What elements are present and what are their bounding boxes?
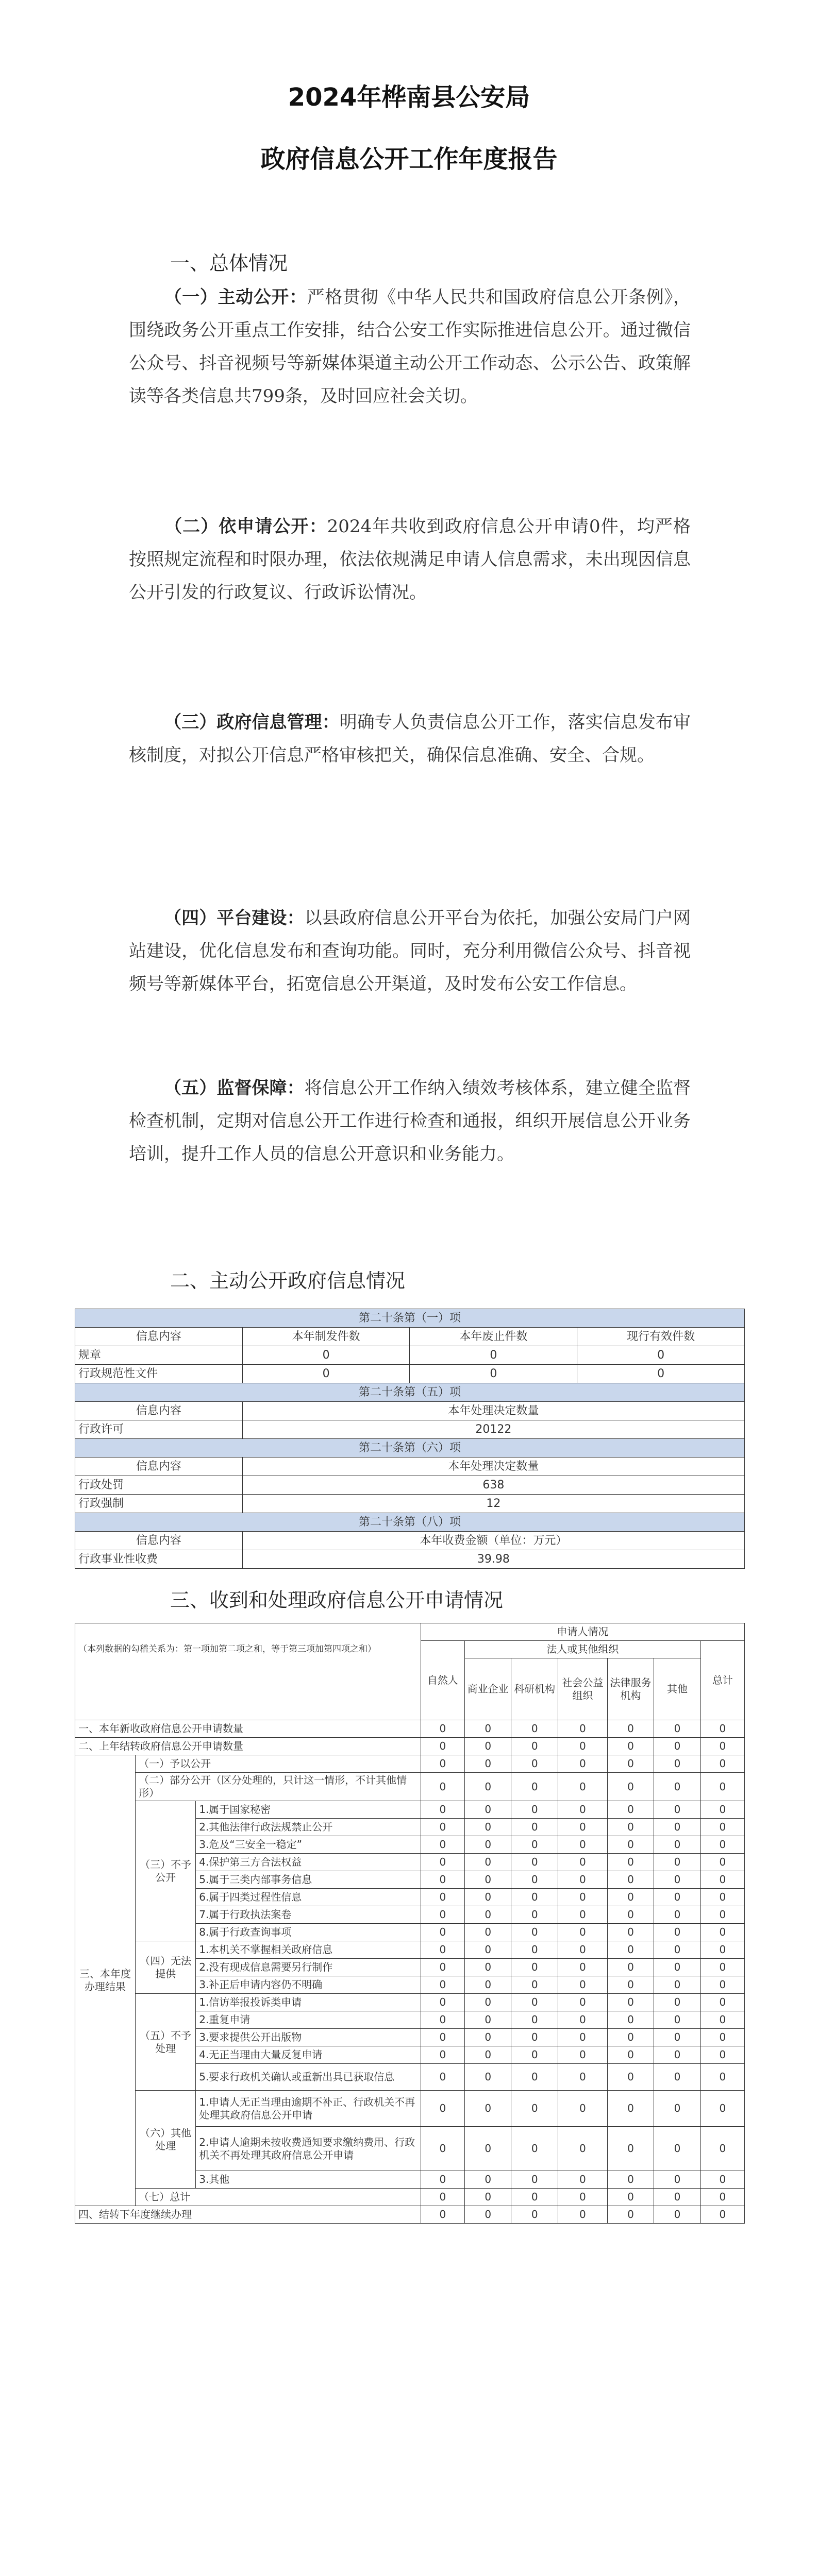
t2-cell: 0 [464, 1773, 511, 1801]
t2-cell: 0 [654, 1924, 701, 1941]
t2-cell: 0 [421, 2189, 464, 2206]
t2-cell: 0 [558, 2189, 607, 2206]
t2-cell: 0 [700, 1801, 744, 1819]
t2-cell: 0 [700, 1720, 744, 1738]
t2-cell: 0 [700, 2091, 744, 2127]
t2-cell: 0 [558, 1924, 607, 1941]
section-heading-requests: 三、收到和处理政府信息公开申请情况 [170, 1589, 504, 1612]
t2-row-label: 2.重复申请 [196, 2011, 421, 2029]
t2-cell: 0 [511, 1959, 558, 1976]
t2-cell: 0 [421, 2029, 464, 2046]
overview-label-5: （五）监督保障： [164, 1078, 305, 1098]
t2-cell: 0 [558, 1836, 607, 1854]
t2-cell: 0 [700, 1959, 744, 1976]
t1-cell: 0 [577, 1346, 745, 1365]
proactive-disclosure-table [75, 1309, 745, 1569]
t2-cell: 0 [700, 2171, 744, 2189]
overview-text-2: 2024年共收到政府信息公开申请0件，均严格按照规定流程和时限办理，依法依规满足申请人信息需求，未出现因信息公开引发的行政复议、行政诉讼情况。 [129, 516, 691, 603]
t2-cell: 0 [421, 1906, 464, 1924]
t2-row-label: （七）总计 [136, 2189, 421, 2206]
t2-cell: 0 [464, 1854, 511, 1871]
t2-cell: 0 [558, 2064, 607, 2091]
t2-cell: 0 [558, 1976, 607, 1994]
t2-cell: 0 [700, 2127, 744, 2171]
t2-row-label: 1.申请人无正当理由逾期不补正、行政机关不再处理其政府信息公开申请 [196, 2091, 421, 2127]
t2-cell: 0 [464, 2171, 511, 2189]
t2-cell: 0 [700, 1906, 744, 1924]
t2-cell: 0 [421, 1994, 464, 2011]
t1-cell: 0 [577, 1365, 745, 1383]
t2-cell: 0 [464, 1836, 511, 1854]
t2-group-header: 申请人情况 [421, 1623, 744, 1641]
t1-cell: 12 [242, 1495, 744, 1513]
t2-cell: 0 [464, 1924, 511, 1941]
t2-cell: 0 [700, 2206, 744, 2224]
t2-cell: 0 [654, 1773, 701, 1801]
section-heading-proactive: 二、主动公开政府信息情况 [170, 1269, 406, 1292]
t2-col-header: 自然人 [421, 1641, 464, 1720]
t2-cell: 0 [558, 1994, 607, 2011]
t1-header-cell: 信息内容 [75, 1458, 243, 1476]
t2-cell: 0 [464, 2011, 511, 2029]
t2-cell: 0 [558, 1801, 607, 1819]
t1-header-cell: 信息内容 [75, 1328, 243, 1346]
t2-cell: 0 [464, 1941, 511, 1959]
t2-cell: 0 [464, 1871, 511, 1889]
t2-cell: 0 [607, 2206, 654, 2224]
t2-cell: 0 [558, 2046, 607, 2064]
t2-cell: 0 [607, 1836, 654, 1854]
t2-cell: 0 [558, 1720, 607, 1738]
t2-col-header: 科研机构 [511, 1658, 558, 1720]
table-row [75, 1738, 745, 1755]
t2-cell: 0 [558, 1871, 607, 1889]
t2-cell: 0 [654, 1738, 701, 1755]
t2-cell: 0 [558, 1819, 607, 1836]
t2-subgroup-label: （五）不予处理 [136, 1994, 196, 2091]
t2-cell: 0 [700, 1924, 744, 1941]
t2-cell: 0 [464, 1819, 511, 1836]
t2-cell: 0 [511, 1819, 558, 1836]
t2-col-header: 其他 [654, 1658, 701, 1720]
t2-cell: 0 [558, 1959, 607, 1976]
band-art20-8: 第二十条第（八）项 [75, 1513, 745, 1532]
t2-cell: 0 [700, 1738, 744, 1755]
band-art20-5: 第二十条第（五）项 [75, 1383, 745, 1402]
t2-row-label: 1.信访举报投诉类申请 [196, 1994, 421, 2011]
t1-header-cell: 本年制发件数 [242, 1328, 410, 1346]
t1-row-label: 行政事业性收费 [75, 1550, 243, 1569]
t2-cell: 0 [464, 2091, 511, 2127]
t2-col-header: 商业企业 [464, 1658, 511, 1720]
t2-cell: 0 [654, 1994, 701, 2011]
table-row [75, 1755, 745, 1773]
t2-cell: 0 [421, 2011, 464, 2029]
t2-cell: 0 [607, 1941, 654, 1959]
t2-cell: 0 [654, 2046, 701, 2064]
t1-cell: 20122 [242, 1420, 744, 1439]
t2-row-label: （一）予以公开 [136, 1755, 421, 1773]
t2-cell: 0 [421, 1738, 464, 1755]
t2-cell: 0 [607, 1773, 654, 1801]
t2-col-header: 法律服务机构 [607, 1658, 654, 1720]
t1-cell: 0 [410, 1346, 577, 1365]
t2-cell: 0 [464, 1906, 511, 1924]
t2-cell: 0 [700, 2046, 744, 2064]
t2-cell: 0 [464, 2189, 511, 2206]
t2-cell: 0 [421, 2064, 464, 2091]
table-row [75, 1801, 745, 1819]
t2-cell: 0 [464, 1959, 511, 1976]
t1-cell: 0 [242, 1365, 410, 1383]
t2-cell: 0 [700, 1854, 744, 1871]
band-art20-6: 第二十条第（六）项 [75, 1439, 745, 1458]
t2-cell: 0 [421, 1773, 464, 1801]
overview-label-4: （四）平台建设： [164, 908, 305, 928]
t2-cell: 0 [607, 1994, 654, 2011]
t1-cell: 0 [242, 1346, 410, 1365]
t2-cell: 0 [558, 1941, 607, 1959]
t2-cell: 0 [607, 2064, 654, 2091]
overview-paragraph-4 [129, 902, 691, 1001]
t2-cell: 0 [421, 2046, 464, 2064]
t2-cell: 0 [700, 1836, 744, 1854]
t2-cell: 0 [511, 1976, 558, 1994]
t2-cell: 0 [654, 1871, 701, 1889]
t2-cell: 0 [654, 2011, 701, 2029]
t2-cell: 0 [654, 2127, 701, 2171]
t2-cell: 0 [421, 1801, 464, 1819]
t2-cell: 0 [421, 1871, 464, 1889]
t2-cell: 0 [464, 1994, 511, 2011]
t2-cell: 0 [607, 1976, 654, 1994]
t2-cell: 0 [421, 1854, 464, 1871]
t1-row-label: 规章 [75, 1346, 243, 1365]
overview-label-2: （二）依申请公开： [164, 516, 327, 537]
t2-row-label: 3.要求提供公开出版物 [196, 2029, 421, 2046]
t2-cell: 0 [464, 2206, 511, 2224]
t2-cell: 0 [654, 2171, 701, 2189]
overview-paragraph-3 [129, 706, 691, 772]
t2-cell: 0 [464, 1976, 511, 1994]
t2-row-label: （二）部分公开（区分处理的，只计这一情形，不计其他情形） [136, 1773, 421, 1801]
t1-cell: 0 [410, 1365, 577, 1383]
t2-subgroup-label: （三）不予公开 [136, 1801, 196, 1941]
t1-cell: 39.98 [242, 1550, 744, 1569]
t2-cell: 0 [464, 1738, 511, 1755]
t2-cell: 0 [464, 1889, 511, 1906]
t2-cell: 0 [421, 1959, 464, 1976]
t2-body [75, 1720, 745, 2224]
t2-cell: 0 [607, 1720, 654, 1738]
t2-row-label: 4.无正当理由大量反复申请 [196, 2046, 421, 2064]
t2-row-label: 6.属于四类过程性信息 [196, 1889, 421, 1906]
report-title-line2: 政府信息公开工作年度报告 [260, 145, 558, 174]
t2-cell: 0 [464, 2029, 511, 2046]
t2-cell: 0 [654, 1720, 701, 1738]
t2-cell: 0 [700, 1994, 744, 2011]
t2-cell: 0 [558, 2206, 607, 2224]
overview-paragraph-1 [129, 281, 691, 413]
t2-cell: 0 [654, 2064, 701, 2091]
t2-cell: 0 [607, 1819, 654, 1836]
t2-row-label: 2.没有现成信息需要另行制作 [196, 1959, 421, 1976]
t1-header-cell: 现行有效件数 [577, 1328, 745, 1346]
t2-cell: 0 [511, 2189, 558, 2206]
t2-cell: 0 [607, 1889, 654, 1906]
t2-cell: 0 [607, 2046, 654, 2064]
t2-cell: 0 [421, 1924, 464, 1941]
t2-cell: 0 [558, 2011, 607, 2029]
t2-row-label: 四、结转下年度继续办理 [75, 2206, 421, 2224]
t2-cell: 0 [421, 1836, 464, 1854]
t1-row-label: 行政处罚 [75, 1476, 243, 1495]
t2-cell: 0 [700, 2029, 744, 2046]
section-heading-overview: 一、总体情况 [170, 252, 288, 275]
t2-cell: 0 [511, 1836, 558, 1854]
t2-cell: 0 [654, 1976, 701, 1994]
t1-row-label: 行政许可 [75, 1420, 243, 1439]
t2-cell: 0 [464, 1720, 511, 1738]
overview-text-1: 严格贯彻《中华人民共和国政府信息公开条例》，围绕政务公开重点工作安排，结合公安工作实际推进信息公开。通过微信公众号、抖音视频号等新媒体渠道主动公开工作动态、公示公告、政策解读等各类信息共799条，及时回应社会关切。 [129, 287, 691, 406]
t2-group-label: 三、本年度办理结果 [75, 1755, 136, 2206]
t2-cell: 0 [464, 2127, 511, 2171]
t2-cell: 0 [700, 2064, 744, 2091]
t2-cell: 0 [607, 1854, 654, 1871]
t2-cell: 0 [421, 2171, 464, 2189]
overview-text-3: 明确专人负责信息公开工作，落实信息发布审核制度，对拟公开信息严格审核把关，确保信息准确、安全、合规。 [129, 712, 691, 766]
t1-header-cell: 信息内容 [75, 1532, 243, 1550]
t2-cell: 0 [700, 1773, 744, 1801]
t2-cell: 0 [511, 2091, 558, 2127]
t2-cell: 0 [421, 1720, 464, 1738]
table-row [75, 2091, 745, 2127]
t2-row-label: 1.属于国家秘密 [196, 1801, 421, 1819]
t2-cell: 0 [511, 1889, 558, 1906]
t2-cell: 0 [558, 2091, 607, 2127]
t2-cell: 0 [700, 1819, 744, 1836]
t2-corner-note: （本列数据的勾稽关系为：第一项加第二项之和，等于第三项加第四项之和） [75, 1623, 421, 1720]
t2-cell: 0 [511, 1801, 558, 1819]
t2-cell: 0 [511, 1854, 558, 1871]
t2-cell: 0 [421, 1755, 464, 1773]
t2-cell: 0 [511, 2206, 558, 2224]
t2-cell: 0 [654, 1889, 701, 1906]
t2-cell: 0 [700, 1889, 744, 1906]
t2-cell: 0 [700, 1755, 744, 1773]
t2-cell: 0 [464, 2064, 511, 2091]
band-art20-1: 第二十条第（一）项 [75, 1309, 745, 1328]
t2-cell: 0 [700, 1871, 744, 1889]
t2-cell: 0 [607, 2189, 654, 2206]
t2-cell: 0 [511, 1755, 558, 1773]
t2-cell: 0 [511, 1738, 558, 1755]
t2-cell: 0 [607, 1906, 654, 1924]
t2-cell: 0 [421, 2091, 464, 2127]
t2-cell: 0 [558, 2171, 607, 2189]
t2-row-label: 二、上年结转政府信息公开申请数量 [75, 1738, 421, 1755]
overview-paragraph-5 [129, 1072, 691, 1171]
t2-cell: 0 [700, 1976, 744, 1994]
t2-cell: 0 [654, 1959, 701, 1976]
t2-cell: 0 [558, 1738, 607, 1755]
t2-row-label: 3.危及“三安全一稳定” [196, 1836, 421, 1854]
t2-cell: 0 [511, 2046, 558, 2064]
overview-text-4: 以县政府信息公开平台为依托，加强公安局门户网站建设，优化信息发布和查询功能。同时，充分利用微信公众号、抖音视频号等新媒体平台，拓宽信息公开渠道，及时发布公安工作信息。 [129, 908, 691, 994]
overview-label-1: （一）主动公开： [164, 287, 307, 308]
t2-cell: 0 [511, 2011, 558, 2029]
t2-cell: 0 [511, 2127, 558, 2171]
t2-cell: 0 [558, 1906, 607, 1924]
t2-cell: 0 [654, 1836, 701, 1854]
t1-row-label: 行政规范性文件 [75, 1365, 243, 1383]
t2-cell: 0 [464, 2046, 511, 2064]
t2-cell: 0 [607, 1924, 654, 1941]
t2-cell: 0 [421, 1941, 464, 1959]
table-row [75, 1773, 745, 1801]
t2-cell: 0 [654, 1819, 701, 1836]
t2-cell: 0 [607, 1871, 654, 1889]
t2-subgroup-header: 法人或其他组织 [464, 1641, 700, 1658]
t2-cell: 0 [511, 1871, 558, 1889]
t2-cell: 0 [421, 2127, 464, 2171]
t2-cell: 0 [558, 1773, 607, 1801]
t2-cell: 0 [511, 2064, 558, 2091]
t2-row-label: 2.申请人逾期未按收费通知要求缴纳费用、行政机关不再处理其政府信息公开申请 [196, 2127, 421, 2171]
t1-header-cell: 本年处理决定数量 [242, 1402, 744, 1420]
report-title-line1: 2024年桦南县公安局 [288, 83, 530, 112]
overview-paragraph-2 [129, 510, 691, 609]
table-row [75, 2206, 745, 2224]
overview-label-3: （三）政府信息管理： [164, 712, 340, 733]
t2-cell: 0 [654, 1801, 701, 1819]
t2-cell: 0 [654, 2029, 701, 2046]
t2-row-label: 3.补正后申请内容仍不明确 [196, 1976, 421, 1994]
t2-col-header: 社会公益组织 [558, 1658, 607, 1720]
t2-cell: 0 [511, 1773, 558, 1801]
t2-cell: 0 [511, 1924, 558, 1941]
t1-header-cell: 本年废止件数 [410, 1328, 577, 1346]
t2-row-label: 2.其他法律行政法规禁止公开 [196, 1819, 421, 1836]
t2-cell: 0 [654, 2189, 701, 2206]
t2-cell: 0 [421, 1819, 464, 1836]
t2-row-label: 8.属于行政查询事项 [196, 1924, 421, 1941]
t2-cell: 0 [558, 2127, 607, 2171]
t2-cell: 0 [654, 1941, 701, 1959]
t2-cell: 0 [607, 2171, 654, 2189]
t2-subgroup-label: （四）无法提供 [136, 1941, 196, 1994]
t2-col-header: 总计 [700, 1641, 744, 1720]
t2-cell: 0 [654, 1755, 701, 1773]
t2-cell: 0 [607, 1959, 654, 1976]
t1-cell: 638 [242, 1476, 744, 1495]
table-row [75, 1720, 745, 1738]
t2-cell: 0 [511, 1906, 558, 1924]
table-row [75, 1941, 745, 1959]
t2-cell: 0 [421, 2206, 464, 2224]
t2-cell: 0 [654, 2206, 701, 2224]
t2-cell: 0 [607, 2127, 654, 2171]
t2-row-label: 3.其他 [196, 2171, 421, 2189]
t2-row-label: 1.本机关不掌握相关政府信息 [196, 1941, 421, 1959]
t2-cell: 0 [511, 2029, 558, 2046]
t2-cell: 0 [654, 1906, 701, 1924]
t2-cell: 0 [607, 2091, 654, 2127]
t2-cell: 0 [700, 1941, 744, 1959]
t2-cell: 0 [700, 2011, 744, 2029]
t2-cell: 0 [558, 1854, 607, 1871]
t1-header-cell: 本年收费金额（单位：万元） [242, 1532, 744, 1550]
t2-cell: 0 [511, 1994, 558, 2011]
t2-cell: 0 [558, 1755, 607, 1773]
t2-cell: 0 [511, 2171, 558, 2189]
t2-subgroup-label: （六）其他处理 [136, 2091, 196, 2189]
t2-cell: 0 [511, 1941, 558, 1959]
t2-cell: 0 [607, 2011, 654, 2029]
t1-header-cell: 本年处理决定数量 [242, 1458, 744, 1476]
t2-cell: 0 [607, 1738, 654, 1755]
table-row [75, 2189, 745, 2206]
t2-cell: 0 [421, 1889, 464, 1906]
t2-row-label: 5.要求行政机关确认或重新出具已获取信息 [196, 2064, 421, 2091]
overview-text-5: 将信息公开工作纳入绩效考核体系，建立健全监督检查机制，定期对信息公开工作进行检查和通报，组织开展信息公开业务培训，提升工作人员的信息公开意识和业务能力。 [129, 1078, 691, 1164]
table-row [75, 1994, 745, 2011]
requests-table [75, 1623, 745, 2224]
t2-cell: 0 [558, 2029, 607, 2046]
t1-header-cell: 信息内容 [75, 1402, 243, 1420]
t2-cell: 0 [464, 1801, 511, 1819]
t2-row-label: 4.保护第三方合法权益 [196, 1854, 421, 1871]
t2-cell: 0 [607, 1755, 654, 1773]
t2-cell: 0 [421, 1976, 464, 1994]
t2-row-label: 一、本年新收政府信息公开申请数量 [75, 1720, 421, 1738]
t2-cell: 0 [654, 2091, 701, 2127]
t1-row-label: 行政强制 [75, 1495, 243, 1513]
t2-cell: 0 [607, 2029, 654, 2046]
t2-cell: 0 [654, 1854, 701, 1871]
t2-cell: 0 [607, 1801, 654, 1819]
t2-row-label: 5.属于三类内部事务信息 [196, 1871, 421, 1889]
t2-row-label: 7.属于行政执法案卷 [196, 1906, 421, 1924]
t2-cell: 0 [511, 1720, 558, 1738]
t2-cell: 0 [558, 1889, 607, 1906]
t2-cell: 0 [700, 2189, 744, 2206]
t2-cell: 0 [464, 1755, 511, 1773]
